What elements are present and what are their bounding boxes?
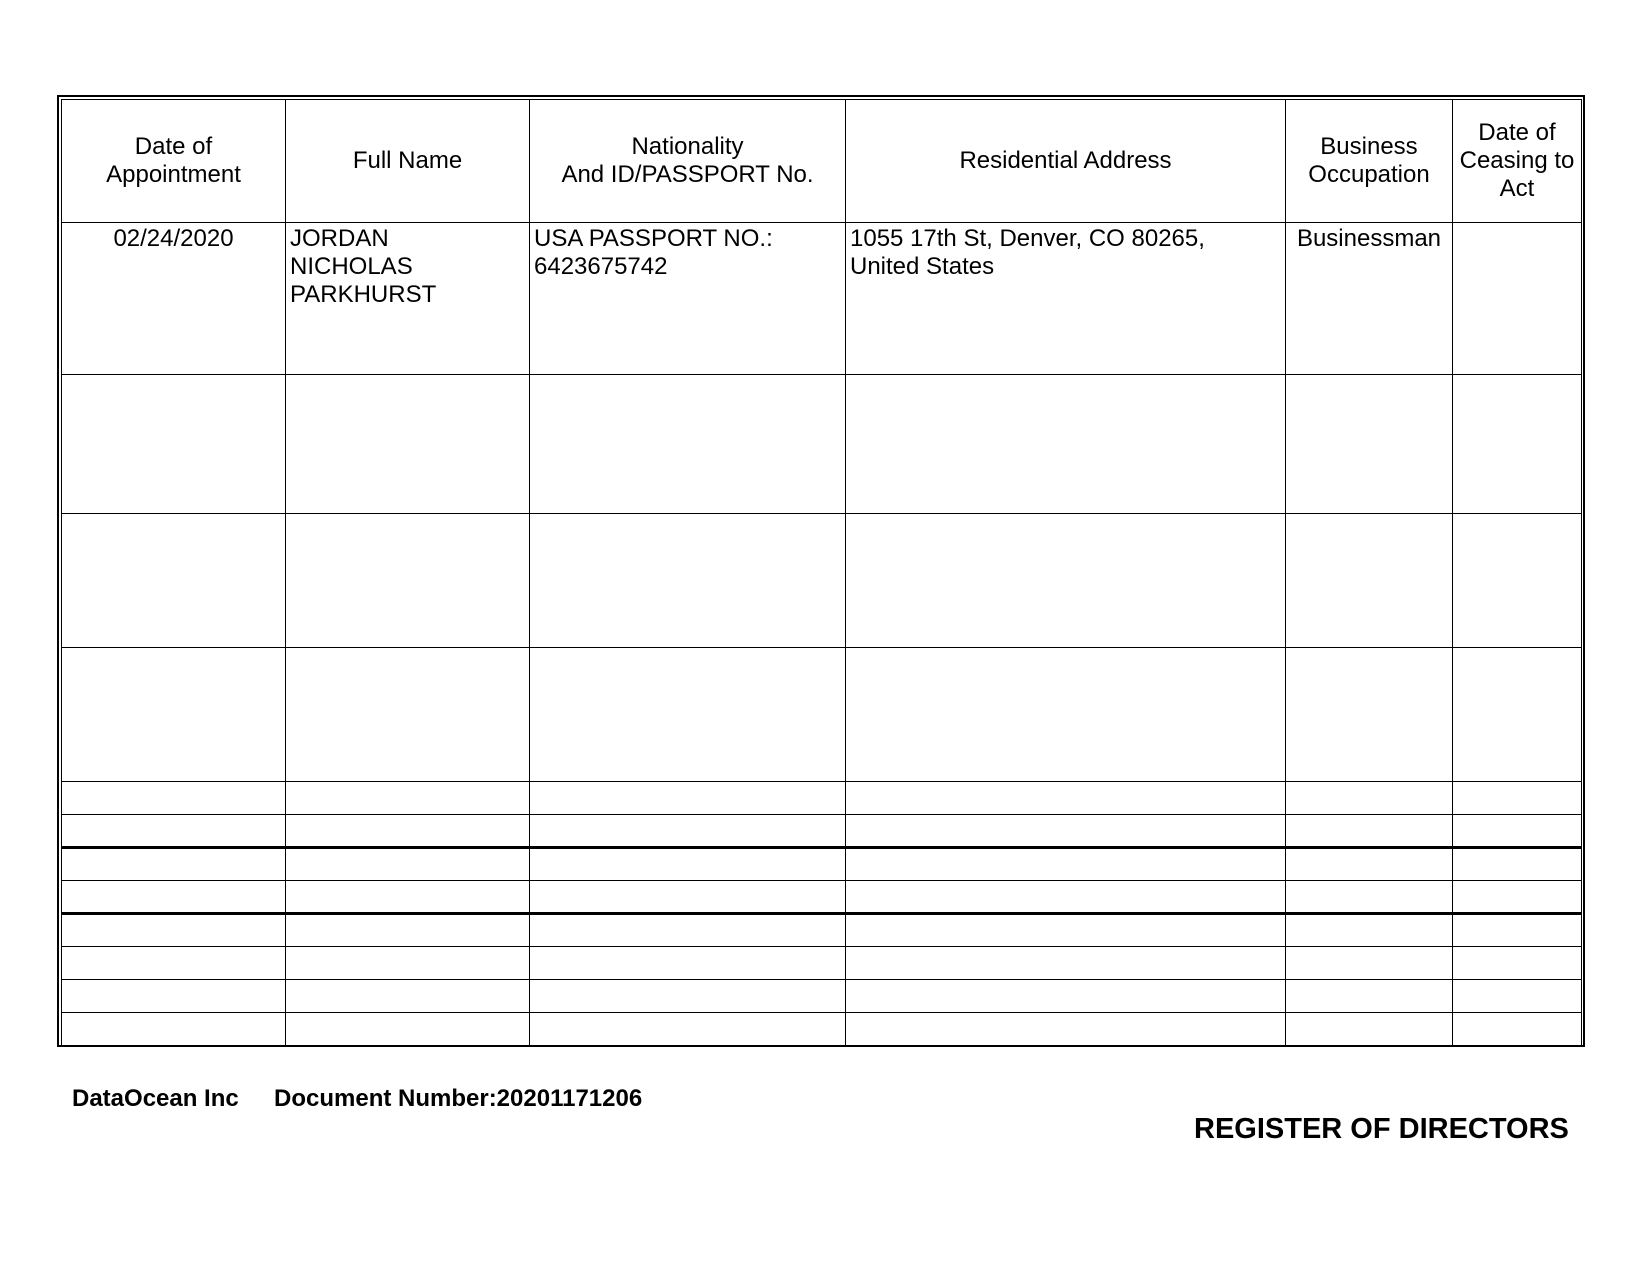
empty-cell (1286, 648, 1453, 782)
empty-cell (1286, 914, 1453, 947)
empty-cell (1453, 782, 1582, 815)
register-table (61, 99, 1582, 1046)
empty-cell (1286, 1013, 1453, 1046)
header-full-name: Full Name (286, 100, 530, 223)
empty-cell (62, 648, 286, 782)
empty-cell (1453, 980, 1582, 1013)
empty-row (62, 782, 1582, 815)
empty-row (62, 848, 1582, 881)
document-title: REGISTER OF DIRECTORS (1194, 1113, 1569, 1145)
empty-cell (286, 514, 530, 648)
document-number: Document Number:20201171206 (274, 1085, 643, 1112)
empty-row (62, 1013, 1582, 1046)
empty-cell (1286, 881, 1453, 914)
empty-cell (1286, 514, 1453, 648)
header-date-of-appointment: Date of Appointment (62, 100, 286, 223)
empty-cell (846, 514, 1286, 648)
empty-cell (1453, 1013, 1582, 1046)
empty-cell (62, 514, 286, 648)
empty-cell (62, 980, 286, 1013)
empty-cell (530, 914, 846, 947)
empty-cell (62, 375, 286, 514)
empty-cell (286, 848, 530, 881)
empty-cell (846, 914, 1286, 947)
business-occupation-cell: Businessman (1286, 223, 1453, 375)
empty-cell (286, 648, 530, 782)
empty-cell (846, 848, 1286, 881)
empty-cell (846, 947, 1286, 980)
empty-row (62, 514, 1582, 648)
empty-cell (1453, 848, 1582, 881)
empty-cell (286, 881, 530, 914)
empty-cell (286, 782, 530, 815)
header-row (62, 100, 1582, 223)
empty-cell (286, 375, 530, 514)
date-of-ceasing-cell (1453, 223, 1582, 375)
empty-cell (62, 782, 286, 815)
empty-cell (846, 375, 1286, 514)
empty-cell (1453, 375, 1582, 514)
empty-cell (530, 1013, 846, 1046)
empty-cell (62, 947, 286, 980)
empty-row (62, 947, 1582, 980)
empty-cell (1453, 815, 1582, 848)
director-row (62, 223, 1582, 375)
header-residential-address: Residential Address (846, 100, 1286, 223)
empty-cell (286, 947, 530, 980)
empty-cell (530, 881, 846, 914)
empty-cell (62, 881, 286, 914)
empty-cell (62, 815, 286, 848)
empty-cell (1286, 782, 1453, 815)
empty-cell (846, 815, 1286, 848)
header-business-occupation: Business Occupation (1286, 100, 1453, 223)
empty-cell (530, 782, 846, 815)
empty-cell (1286, 848, 1453, 881)
date-of-appointment-cell: 02/24/2020 (62, 223, 286, 375)
empty-cell (1453, 947, 1582, 980)
empty-cell (1453, 914, 1582, 947)
empty-cell (1453, 648, 1582, 782)
empty-cell (1286, 815, 1453, 848)
full-name-cell: JORDAN NICHOLAS PARKHURST (286, 223, 530, 375)
empty-row (62, 648, 1582, 782)
empty-cell (62, 914, 286, 947)
header-date-of-ceasing: Date of Ceasing to Act (1453, 100, 1582, 223)
empty-cell (846, 1013, 1286, 1046)
empty-cell (530, 947, 846, 980)
empty-cell (530, 848, 846, 881)
empty-cell (286, 980, 530, 1013)
residential-address-cell: 1055 17th St, Denver, CO 80265, United States (846, 223, 1286, 375)
empty-cell (530, 648, 846, 782)
empty-cell (62, 1013, 286, 1046)
empty-cell (1453, 514, 1582, 648)
empty-cell (846, 980, 1286, 1013)
empty-row (62, 375, 1582, 514)
empty-row (62, 881, 1582, 914)
empty-cell (286, 1013, 530, 1046)
empty-cell (62, 848, 286, 881)
empty-row (62, 980, 1582, 1013)
empty-row (62, 815, 1582, 848)
empty-cell (1286, 375, 1453, 514)
empty-cell (530, 514, 846, 648)
empty-cell (846, 881, 1286, 914)
empty-cell (530, 980, 846, 1013)
empty-cell (286, 815, 530, 848)
empty-cell (1286, 947, 1453, 980)
empty-cell (286, 914, 530, 947)
header-nationality-id: Nationality And ID/PASSPORT No. (530, 100, 846, 223)
empty-cell (1286, 980, 1453, 1013)
empty-row (62, 914, 1582, 947)
company-name: DataOcean Inc (72, 1085, 239, 1112)
empty-cell (846, 648, 1286, 782)
empty-cell (530, 815, 846, 848)
empty-cell (846, 782, 1286, 815)
register-table-frame (57, 95, 1585, 1047)
nationality-id-cell: USA PASSPORT NO.: 6423675742 (530, 223, 846, 375)
empty-cell (1453, 881, 1582, 914)
empty-cell (530, 375, 846, 514)
